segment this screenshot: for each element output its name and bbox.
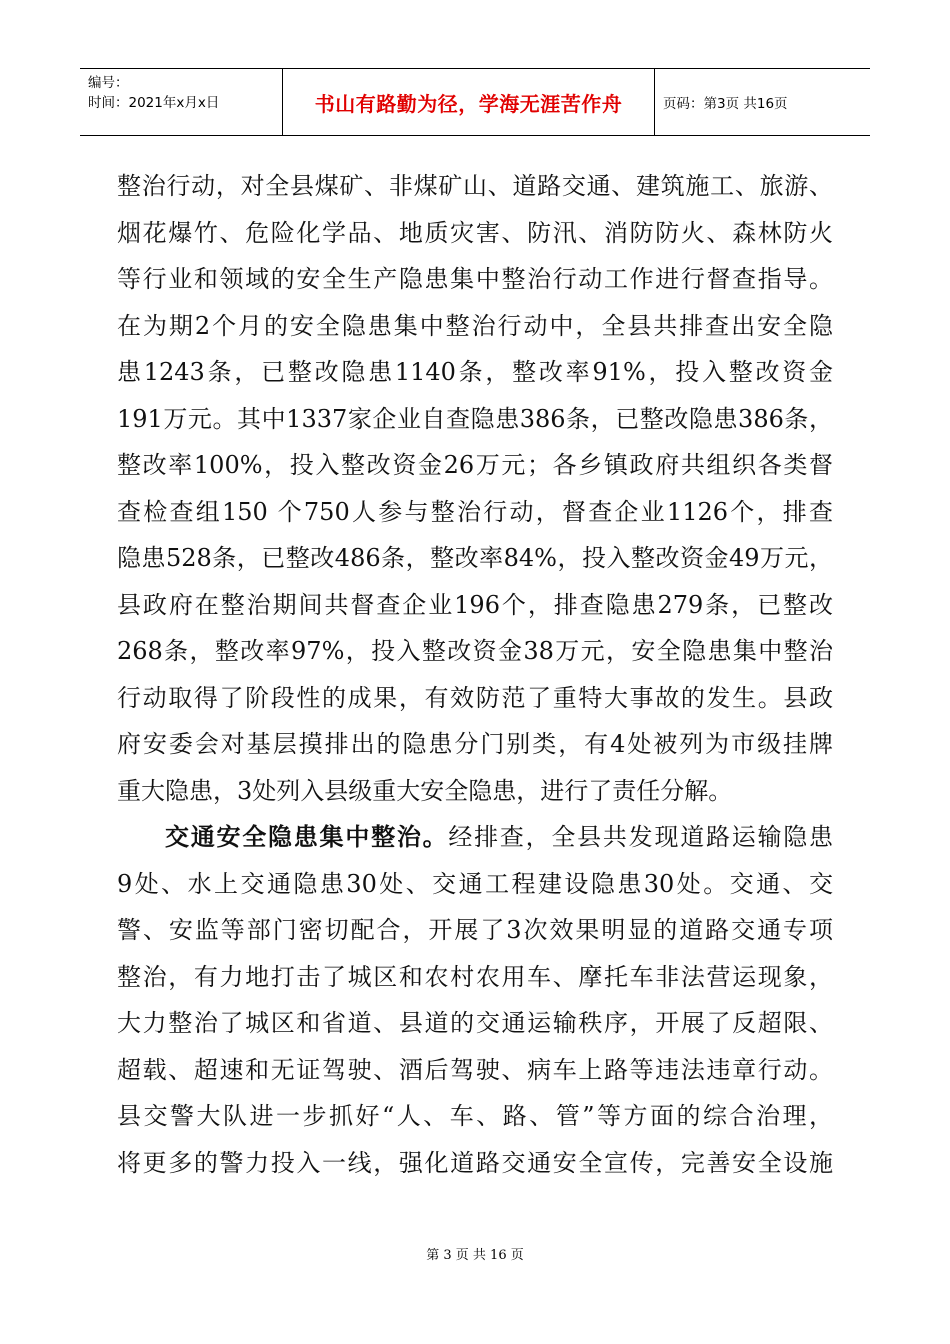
body-line: 重大隐患，3处列入县级重大安全隐患，进行了责任分解。 <box>117 776 733 805</box>
body-line: 患1243条，已整改隐患1140条，整改率91%，投入整改资金 <box>117 358 833 386</box>
body-line: 整改率100%，投入整改资金26万元；各乡镇政府共组织各类督 <box>117 451 833 479</box>
body-line: 整治，有力地打击了城区和农村农用车、摩托车非法营运现象， <box>117 962 833 991</box>
body-line: 烟花爆竹、危险化学品、地质灾害、防汛、消防防火、森林防火 <box>117 218 833 247</box>
paragraph-2-first-line <box>117 814 833 861</box>
document-time-label: 时间：2021年x月x日 <box>88 95 220 111</box>
page-footer: 第 3 页 共 16 页 <box>426 1248 524 1263</box>
paragraph-2-first-text: 经排查，全县共发现道路运输隐患 <box>448 823 833 851</box>
body-line: 隐患528条，已整改486条，整改率84%，投入整改资金49万元， <box>117 544 833 572</box>
body-line: 大力整治了城区和省道、县道的交通运输秩序，开展了反超限、 <box>117 1009 833 1037</box>
body-line: 191万元。其中1337家企业自查隐患386条，已整改隐患386条， <box>117 404 833 433</box>
body-line: 在为期2个月的安全隐患集中整治行动中，全县共排查出安全隐 <box>117 311 833 340</box>
document-number-label: 编号： <box>88 75 129 91</box>
header-meta <box>80 69 283 135</box>
body-line: 县交警大队进一步抓好“人、车、路、管”等方面的综合治理， <box>117 1102 833 1130</box>
body-line: 9处、水上交通隐患30处、交通工程建设隐患30处。交通、交 <box>117 869 833 898</box>
body-line: 行动取得了阶段性的成果，有效防范了重特大事故的发生。县政 <box>117 683 833 712</box>
body-line: 将更多的警力投入一线，强化道路交通安全宣传，完善安全设施 <box>117 1148 833 1177</box>
paragraph-2-heading: 交通安全隐患集中整治。 <box>165 823 449 851</box>
body-line: 查检查组150 个750人参与整治行动，督查企业1126个，排查 <box>117 497 833 526</box>
body-line: 整治行动，对全县煤矿、非煤矿山、道路交通、建筑施工、旅游、 <box>117 172 833 200</box>
document-body <box>117 163 833 1186</box>
body-line: 等行业和领域的安全生产隐患集中整治行动工作进行督查指导。 <box>117 265 833 293</box>
header-page-info: 页码：第3页 共16页 <box>663 96 788 112</box>
body-line: 警、安监等部门密切配合，开展了3次效果明显的道路交通专项 <box>117 916 833 944</box>
body-line: 府安委会对基层摸排出的隐患分门别类，有4处被列为市级挂牌 <box>117 730 833 758</box>
page-header <box>80 68 870 136</box>
body-line: 超载、超速和无证驾驶、酒后驾驶、病车上路等违法违章行动。 <box>117 1055 833 1084</box>
body-line: 县政府在整治期间共督查企业196个，排查隐患279条，已整改 <box>117 590 833 619</box>
body-line: 268条，整改率97%，投入整改资金38万元，安全隐患集中整治 <box>117 637 833 665</box>
header-motto: 书山有路勤为径，学海无涯苦作舟 <box>283 69 655 135</box>
